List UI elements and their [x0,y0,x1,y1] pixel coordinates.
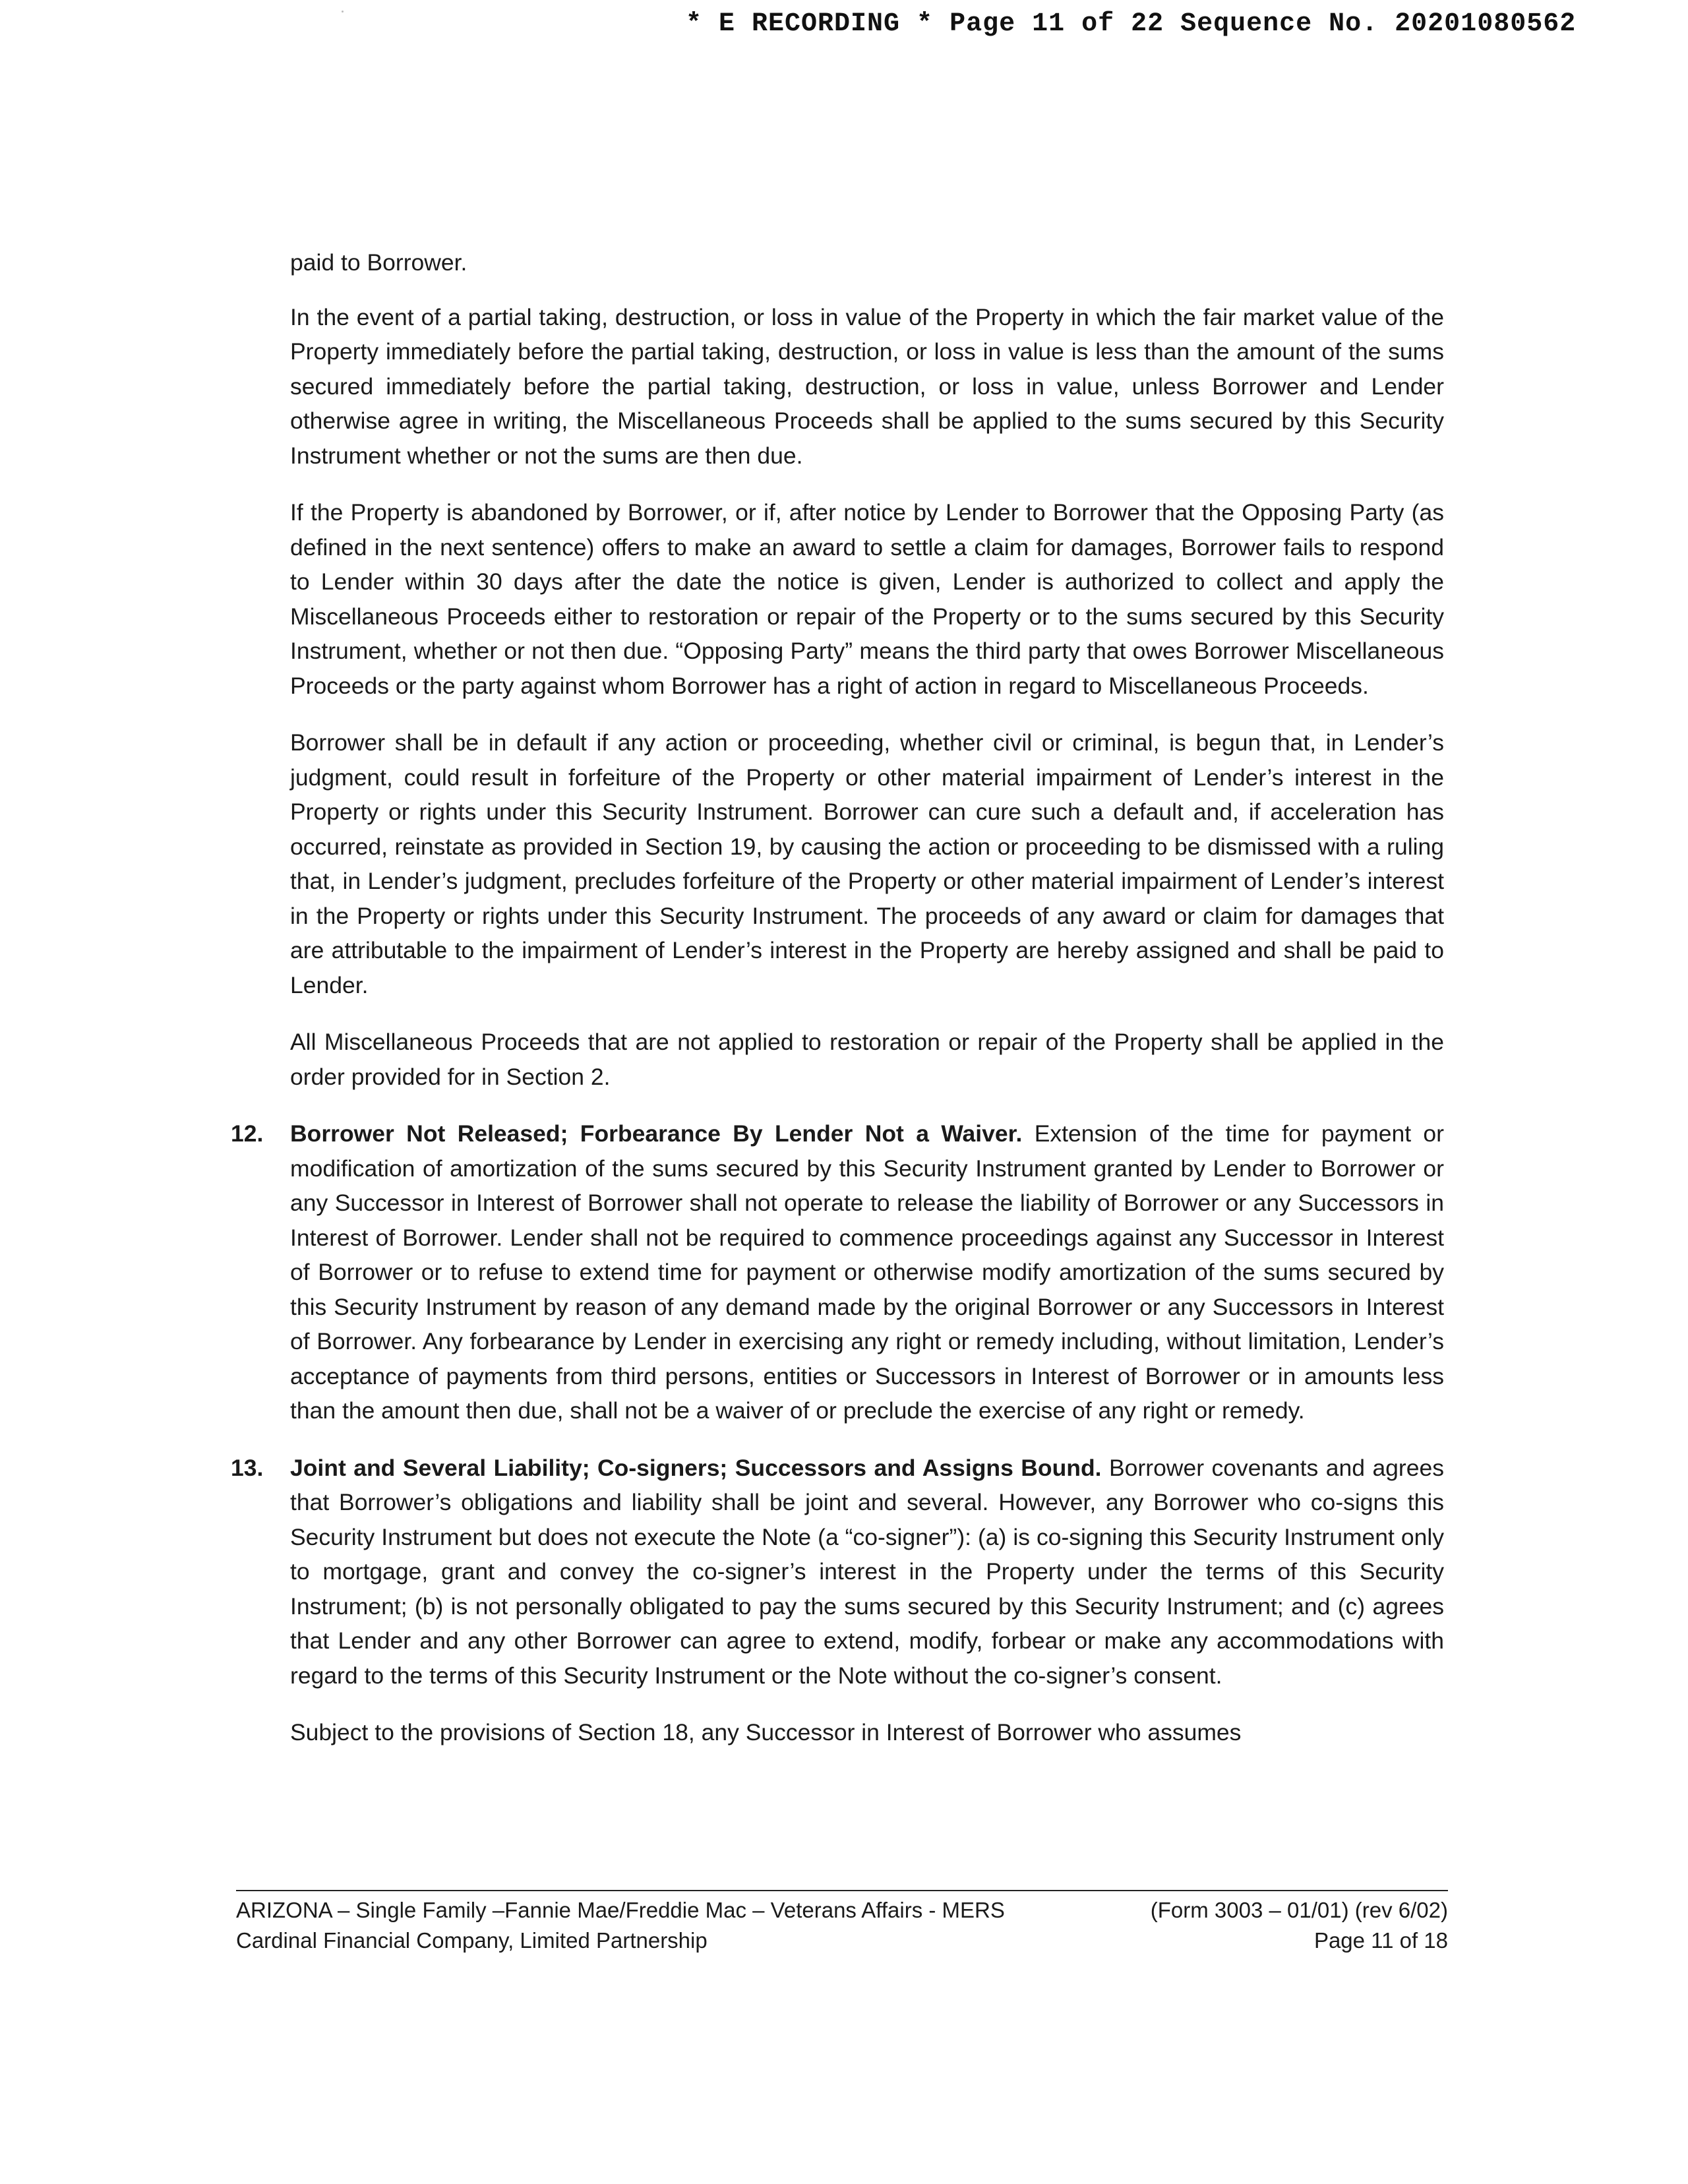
section-number: 13. [231,1454,264,1481]
paragraph-abandoned-property: If the Property is abandoned by Borrower, or if, after notice by Lender to Borrower that the Opposing Party (as defined in the next sentence) offers to make an award to settle a claim for damages, Borrower fails to respond to Lender within 30 days after the date the notice is given, Lender is authorized to collect and apply the Miscellaneous Proceeds either to restoration or repair of the Property or to the sums secured by this Security Instrument, whether or not then due. “Opposing Party” means the third party that owes Borrower Miscellaneous Proceeds or the party against whom Borrower has a right of action in regard to Miscellaneous Proceeds. [290,499,1444,699]
footer-row-2 [236,1926,1448,1956]
section-text: Borrower covenants and agrees that Borrower’s obligations and liability shall be joint and several. However, any Borrower who co-signs this Security Instrument but does not execute the Note (a “co-signer”): (a) is co-signing this Security Instrument only to mortgage, grant and convey the co-signer’s interest in the Property under the terms of this Security Instrument; (b) is not personally obligated to pay the sums secured by this Security Instrument; and (c) agrees that Lender and any other Borrower can agree to extend, modify, forbear or make any accommodations with regard to the terms of this Security Instrument or the Note without the co-signer’s consent. [290,1454,1444,1689]
section-number: 12. [231,1120,264,1147]
paragraph-continuation: paid to Borrower. [290,249,467,276]
paragraph-default: Borrower shall be in default if any action or proceeding, whether civil or criminal, is begun that, in Lender’s judgment, could result in forfeiture of the Property or other material impairment of Lender’s interest in the Property or rights under this Security Instrument. Borrower can cure such a default and, if acceleration has occurred, reinstate as provided in Section 19, by causing the action or proceeding to be dismissed with a ruling that, in Lender’s judgment, precludes forfeiture of the Property or other material impairment of Lender’s interest in the Property or rights under this Security Instrument. The proceeds of any award or claim for damages that are attributable to the impairment of Lender’s interest in the Property are hereby assigned and shall be paid to Lender. [290,729,1444,998]
form-description: ARIZONA – Single Family –Fannie Mae/Freddie Mac – Veterans Affairs - MERS [236,1898,1005,1922]
paragraph-partial-taking: In the event of a partial taking, destruction, or loss in value of the Property in which the fair market value of the Property immediately before the partial taking, destruction, or loss in value is less than the amount of the sums secured immediately before the partial taking, destruction, or loss in value, unless Borrower and Lender otherwise agree in writing, the Miscellaneous Proceeds shall be applied to the sums secured by this Security Instrument whether or not the sums are then due. [290,303,1444,469]
page-number: Page 11 of 18 [1313,1928,1448,1953]
section-text: Extension of the time for payment or modification of amortization of the sums secured by this Security Instrument granted by Lender to Borrower or any Successor in Interest of Borrower shall not operate to release the liability of Borrower or any Successors in Interest of Borrower. Lender shall not be required to commence proceedings against any Successor in Interest of Borrower or to refuse to extend time for payment or otherwise modify amortization of the sums secured by this Security Instrument by reason of any demand made by the original Borrower or any Successors in Interest of Borrower. Any forbearance by Lender in exercising any right or remedy including, without limitation, Lender’s acceptance of payments from third persons, entities or Successors in Interest of Borrower or in amounts less than the amount then due, shall not be a waiver of or preclude the exercise of any right or remedy. [290,1120,1444,1424]
section-12 [231,1116,1444,1428]
footer-divider [236,1890,1448,1891]
page-footer [236,1895,1448,1956]
section-body [290,1116,1444,1428]
scan-speck [342,11,344,13]
section-body [290,1451,1444,1693]
form-number: (Form 3003 – 01/01) (rev 6/02) [1150,1898,1448,1922]
section-title: Borrower Not Released; Forbearance By Lender Not a Waiver. [290,1120,1023,1147]
footer-row-1 [236,1895,1448,1926]
document-body [231,245,1444,1773]
paragraph-successor-continuation: Subject to the provisions of Section 18, any Successor in Interest of Borrower who assumes [290,1719,1242,1745]
company-name: Cardinal Financial Company, Limited Partnership [236,1928,708,1953]
recording-stamp: * E RECORDING * Page 11 of 22 Sequence No. 20201080562 [686,9,1577,39]
paragraph-application-of-proceeds: All Miscellaneous Proceeds that are not applied to restoration or repair of the Property shall be applied in the order provided for in Section 2. [290,1029,1444,1090]
section-13 [231,1451,1444,1693]
section-title: Joint and Several Liability; Co-signers; Successors and Assigns Bound. [290,1454,1102,1481]
